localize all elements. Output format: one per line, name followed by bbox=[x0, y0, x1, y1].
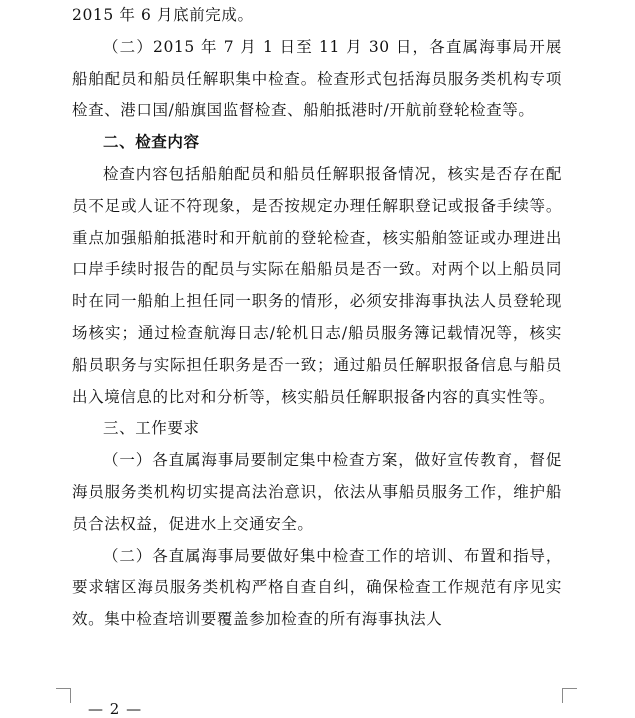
paragraph-requirement-two: （二）各直属海事局要做好集中检查工作的培训、布置和指导，要求辖区海员服务类机构严格自查自纠，确保检查工作规范有序见实效。集中检查培训要覆盖参加检查的所有海事执法人 bbox=[72, 546, 562, 629]
margin-corner-mark-left bbox=[56, 688, 71, 703]
section-heading-work-requirements: 三、工作要求 bbox=[103, 419, 200, 438]
page-number: — 2 — bbox=[88, 700, 143, 718]
section-heading-inspection-content: 二、检查内容 bbox=[103, 133, 200, 152]
margin-corner-mark-right bbox=[562, 688, 577, 703]
paragraph-requirement-one: （一）各直属海事局要制定集中检查方案，做好宣传教育，督促海员服务类机构切实提高法治意识，依法从事船员服务工作，维护船员合法权益，促进水上交通安全。 bbox=[72, 451, 562, 533]
paragraph-completion-date: 2015 年 6 月底前完成。 bbox=[72, 6, 254, 24]
document-body bbox=[72, 0, 562, 636]
paragraph-inspection-period: （二）2015 年 7 月 1 日至 11 月 30 日，各直属海事局开展船舶配员和船员任解职集中检查。检查形式包括海员服务类机构专项检查、港口国/船旗国监督检查、船舶抵港时/开航前登轮检查等。 bbox=[72, 37, 562, 120]
paragraph-inspection-content: 检查内容包括船舶配员和船员任解职报备情况，核实是否存在配员不足或人证不符现象，是否按规定办理任解职登记或报备手续等。重点加强船舶抵港时和开航前的登轮检查，核实船舶签证或办理进出口岸手续时报告的配员与实际在船船员是否一致。对两个以上船员同时在同一船舶上担任同一职务的情形，必须安排海事执法人员登轮现场核实；通过检查航海日志/轮机日志/船员服务簿记载情况等，核实船员职务与实际担任职务是否一致；通过船员任解职报备信息与船员出入境信息的比对和分析等，核实船员任解职报备内容的真实性等。 bbox=[72, 164, 562, 406]
